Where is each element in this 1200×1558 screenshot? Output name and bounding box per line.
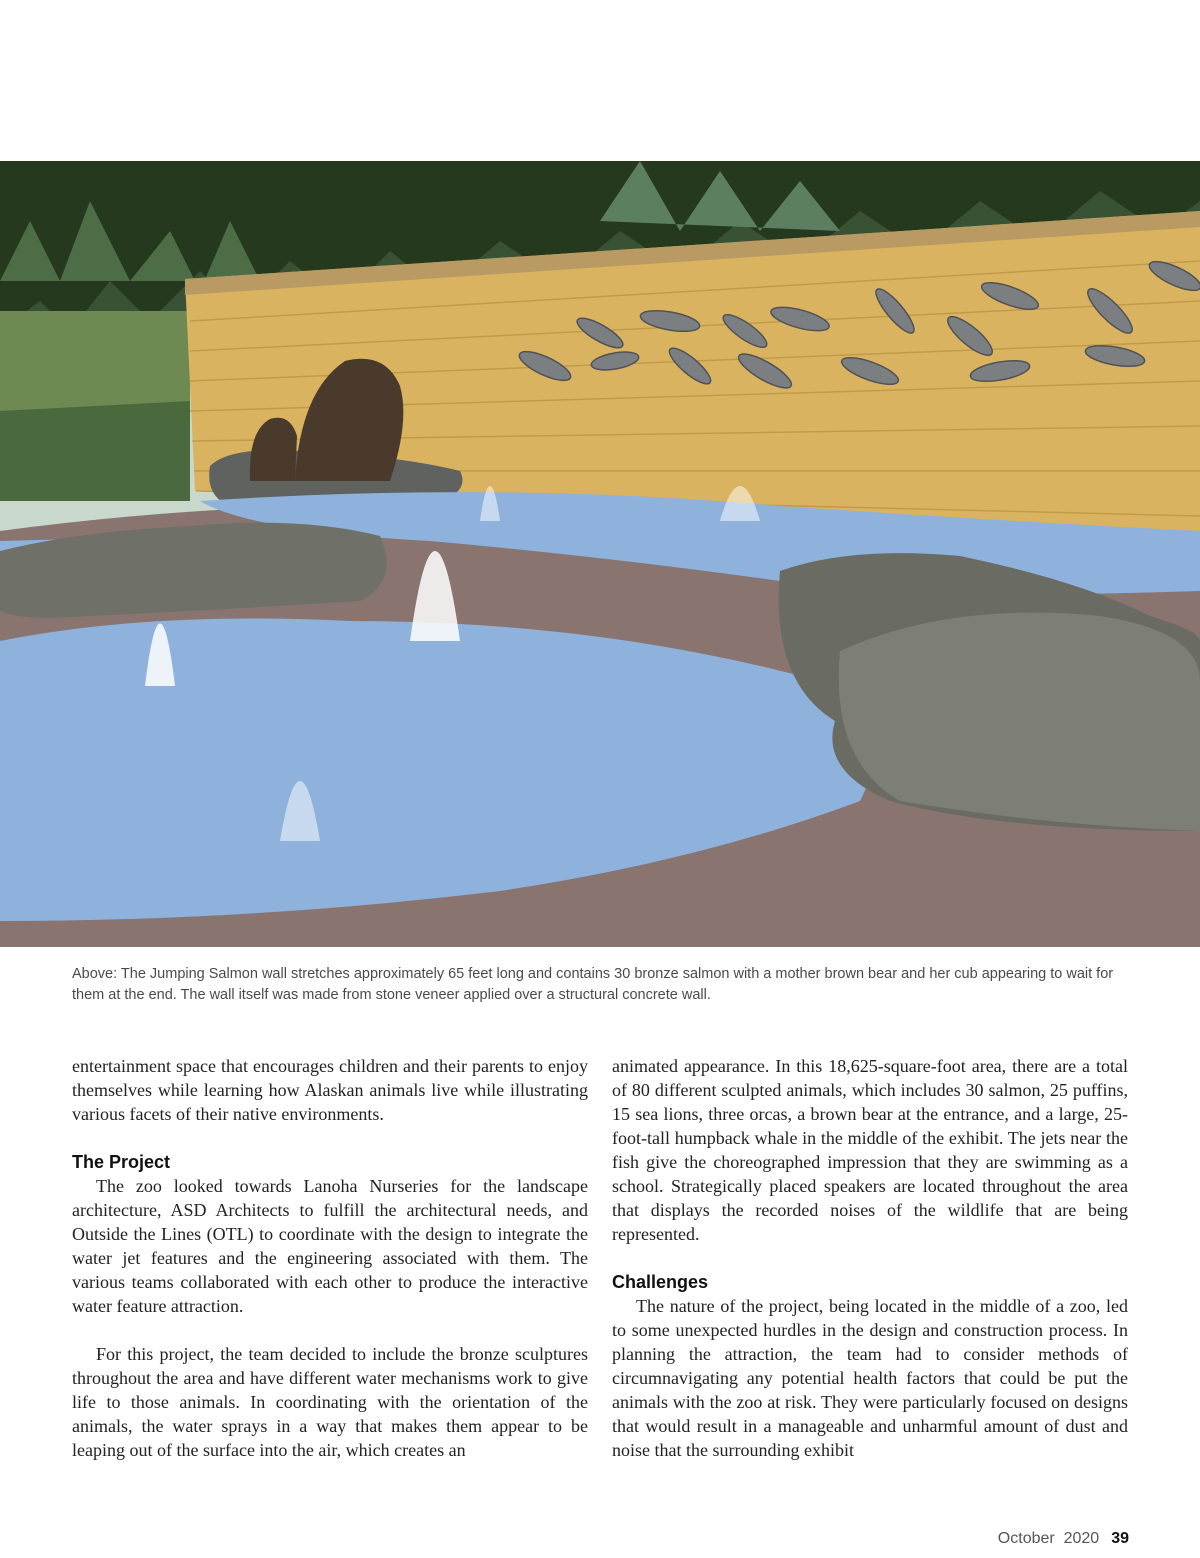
photo-caption: Above: The Jumping Salmon wall stretches approximately 65 feet long and contains 30 bronze salmon with a mother brown bear and her cub appearing to wait for them at the end. The wall itself was made from stone veneer applied over a structural concrete wall. bbox=[72, 966, 1114, 1003]
left-paragraph-2: The zoo looked towards Lanoha Nurseries for the landscape architecture, ASD Architects to fulfill the architectural needs, and Outside the Lines (OTL) to coordinate with the design to integrate the water jet features and the engineering associated with them. The various teams collaborated with each other to produce the interactive water feature attraction. bbox=[72, 1176, 588, 1316]
left-column bbox=[72, 1054, 588, 1462]
fountain-photo bbox=[0, 161, 1200, 947]
right-paragraph-2: The nature of the project, being located in the middle of a zoo, led to some unexpected hurdles in the design and construction process. In planning the attraction, the team had to consider methods of circumnavigating any potential health factors that could be put the animals with the zoo at risk. They were particularly focused on designs that would result in a manageable and unharmful amount of dust and noise that the surrounding exhibit bbox=[612, 1296, 1128, 1460]
heading-the-project: The Project bbox=[72, 1152, 171, 1172]
left-paragraph-3: For this project, the team decided to include the bronze sculptures throughout the area and have different water mechanisms work to give life to those animals. In coordinating with the orientation of the animals, the water sprays in a way that makes them appear to be leaping out of the surface into the air, which creates an bbox=[72, 1344, 588, 1460]
heading-challenges: Challenges bbox=[612, 1272, 709, 1292]
issue-date: October 2020 bbox=[997, 1530, 1100, 1547]
right-column bbox=[612, 1054, 1128, 1462]
right-paragraph-1: animated appearance. In this 18,625-square-foot area, there are a total of 80 different sculpted animals, which includes 30 salmon, 25 puffins, 15 sea lions, three orcas, a brown bear at the entrance, and a large, 25-foot-tall humpback whale in the middle of the exhibit. The jets near the fish give the choreographed impression that they are swimming as a school. Strategically placed speakers are located throughout the area that displays the recorded noises of the wildlife that are being represented. bbox=[612, 1056, 1128, 1244]
page-footer bbox=[998, 1530, 1129, 1548]
left-paragraph-1: entertainment space that encourages children and their parents to enjoy themselves while learning how Alaskan animals live while illustrating various facets of their native environments. bbox=[72, 1056, 588, 1124]
page-number: 39 bbox=[1111, 1530, 1129, 1547]
photo-illustration bbox=[0, 161, 1200, 947]
